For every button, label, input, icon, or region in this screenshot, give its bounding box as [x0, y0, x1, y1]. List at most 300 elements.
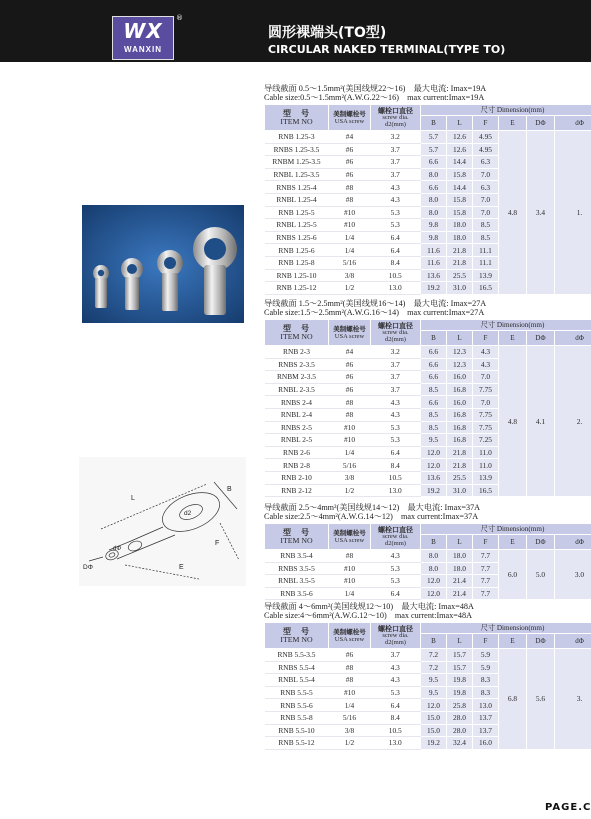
- cell-usa-screw: #10: [329, 434, 371, 447]
- terminal-dimension-drawing: [79, 457, 246, 586]
- header-screw-dia-cn: 螺栓口直径: [378, 625, 413, 633]
- cell-e: 6.0: [499, 550, 527, 600]
- label-d-small: dΦ: [113, 546, 122, 552]
- cell-l: 19.8: [447, 686, 473, 699]
- header-item-no: [265, 320, 329, 346]
- cell-l: 14.4: [447, 181, 473, 194]
- cell-screw-dia: 4.3: [371, 661, 421, 674]
- section-2-line-cn: 导线截面 1.5～2.5mm²(美国线规16～14) 最大电流: Imax=27A: [264, 299, 487, 308]
- cell-screw-dia: 5.3: [371, 434, 421, 447]
- section-4-heading: [264, 602, 474, 620]
- cell-l: 12.6: [447, 143, 473, 156]
- cell-item-no: RNB 3.5-6: [265, 587, 329, 600]
- cell-l: 16.0: [447, 396, 473, 409]
- cell-f: 8.3: [473, 686, 499, 699]
- header-col-l: L: [447, 535, 473, 550]
- cell-b: 19.2: [421, 282, 447, 295]
- cell-e: 4.8: [499, 346, 527, 497]
- cell-usa-screw: #10: [329, 562, 371, 575]
- cell-screw-dia: 8.4: [371, 711, 421, 724]
- cell-screw-dia: 3.7: [371, 143, 421, 156]
- cell-screw-dia: 10.5: [371, 724, 421, 737]
- cell-item-no: RNBS 3.5-5: [265, 562, 329, 575]
- cell-b: 8.0: [421, 168, 447, 181]
- header-d2-mm: d2(mm): [385, 336, 406, 343]
- cell-usa-screw: #4: [329, 346, 371, 359]
- cell-item-no: RNBS 2-5: [265, 421, 329, 434]
- cell-b: 8.5: [421, 408, 447, 421]
- cell-usa-screw: 1/2: [329, 737, 371, 750]
- cell-screw-dia: 4.3: [371, 674, 421, 687]
- cell-f: 5.9: [473, 649, 499, 662]
- cell-item-no: RNBL 1.25-5: [265, 219, 329, 232]
- cell-item-no: RNB 1.25-12: [265, 282, 329, 295]
- cell-screw-dia: 3.7: [371, 371, 421, 384]
- cell-item-no: RNB 1.25-8: [265, 256, 329, 269]
- cell-b: 9.8: [421, 231, 447, 244]
- cell-f: 16.5: [473, 282, 499, 295]
- cell-f: 7.7: [473, 550, 499, 563]
- header-col-e: E: [499, 116, 527, 131]
- header-col-b: B: [421, 535, 447, 550]
- section-2-heading: [264, 299, 486, 317]
- header-col-e: E: [499, 535, 527, 550]
- cell-screw-dia: 8.4: [371, 256, 421, 269]
- cell-l: 16.8: [447, 421, 473, 434]
- section-4-line-en: Cable size:4～6mm²(A.W.G.12～10) max current:Imax=48A: [264, 611, 473, 620]
- cell-usa-screw: 1/2: [329, 484, 371, 497]
- header-col-dphi: DΦ: [527, 116, 555, 131]
- cell-item-no: RNBL 2-3.5: [265, 383, 329, 396]
- cell-screw-dia: 5.3: [371, 575, 421, 588]
- cell-usa-screw: 5/16: [329, 711, 371, 724]
- header-col-b: B: [421, 331, 447, 346]
- cell-usa-screw: 1/4: [329, 244, 371, 257]
- header-col-dphi_small: dΦ: [555, 535, 591, 550]
- cell-usa-screw: #10: [329, 219, 371, 232]
- header-usa-screw: [329, 623, 371, 649]
- cell-l: 25.5: [447, 269, 473, 282]
- cell-l: 18.0: [447, 219, 473, 232]
- cell-l: 16.8: [447, 383, 473, 396]
- cell-item-no: RNBL 1.25-4: [265, 193, 329, 206]
- cell-f: 7.7: [473, 587, 499, 600]
- header-col-dphi_small: dΦ: [555, 116, 591, 131]
- cell-screw-dia: 3.7: [371, 358, 421, 371]
- header-screw-dia-en: screw dia.: [382, 329, 409, 336]
- header-col-b: B: [421, 634, 447, 649]
- header-col-dphi: DΦ: [527, 331, 555, 346]
- cell-b: 19.2: [421, 737, 447, 750]
- cell-usa-screw: #8: [329, 193, 371, 206]
- header-item-no-en: ITEM NO: [280, 634, 313, 644]
- header-d2-mm: d2(mm): [385, 121, 406, 128]
- cell-b: 12.0: [421, 699, 447, 712]
- cell-b: 8.0: [421, 562, 447, 575]
- cell-f: 16.0: [473, 737, 499, 750]
- cell-b: 6.6: [421, 358, 447, 371]
- cell-f: 8.5: [473, 219, 499, 232]
- cell-l: 16.0: [447, 371, 473, 384]
- cell-f: 4.95: [473, 143, 499, 156]
- header-screw-dia: [371, 320, 421, 346]
- cell-usa-screw: #6: [329, 383, 371, 396]
- cell-screw-dia: 13.0: [371, 282, 421, 295]
- cell-l: 21.4: [447, 575, 473, 588]
- cell-b: 19.2: [421, 484, 447, 497]
- cell-dphi: 3.4: [527, 131, 555, 295]
- header-usa-screw-cn: 美制螺栓号: [333, 324, 366, 333]
- logo-letters: WX: [123, 19, 163, 43]
- cell-b: 15.0: [421, 724, 447, 737]
- cell-f: 13.0: [473, 699, 499, 712]
- cell-f: 6.3: [473, 156, 499, 169]
- cell-l: 18.0: [447, 550, 473, 563]
- cell-item-no: RNB 5.5-5: [265, 686, 329, 699]
- cell-f: 7.7: [473, 562, 499, 575]
- cell-b: 11.6: [421, 256, 447, 269]
- cell-b: 6.6: [421, 156, 447, 169]
- page-title-english: CIRCULAR NAKED TERMINAL(TYPE TO): [268, 43, 506, 56]
- cell-usa-screw: #6: [329, 649, 371, 662]
- header-item-no-en: ITEM NO: [280, 535, 313, 545]
- cell-item-no: RNB 2-12: [265, 484, 329, 497]
- section-4-line-cn: 导线截面 4～6mm²(美国线规12～10) 最大电流: Imax=48A: [264, 602, 474, 611]
- cell-usa-screw: #8: [329, 181, 371, 194]
- cell-b: 9.5: [421, 434, 447, 447]
- cell-f: 7.75: [473, 421, 499, 434]
- header-d2-mm: d2(mm): [385, 540, 406, 547]
- label-d-large: DΦ: [83, 564, 93, 571]
- cell-item-no: RNBS 1.25-3.5: [265, 143, 329, 156]
- header-screw-dia-en: screw dia.: [382, 114, 409, 121]
- cell-screw-dia: 5.3: [371, 219, 421, 232]
- cell-b: 8.0: [421, 550, 447, 563]
- cell-f: 13.7: [473, 724, 499, 737]
- header-screw-dia-en: screw dia.: [382, 632, 409, 639]
- table-row: [265, 346, 591, 359]
- cell-b: 6.6: [421, 371, 447, 384]
- cell-item-no: RNB 1.25-10: [265, 269, 329, 282]
- label-b: B: [227, 486, 232, 493]
- header-col-f: F: [473, 331, 499, 346]
- section-3-heading: [264, 503, 480, 521]
- cell-usa-screw: 1/4: [329, 231, 371, 244]
- header-item-no: [265, 524, 329, 550]
- header-item-no-en: ITEM NO: [280, 331, 313, 341]
- wanxin-logo: [112, 16, 174, 60]
- cell-f: 11.0: [473, 459, 499, 472]
- cell-screw-dia: 5.3: [371, 562, 421, 575]
- cell-screw-dia: 13.0: [371, 484, 421, 497]
- header-screw-dia-cn: 螺栓口直径: [378, 322, 413, 330]
- cell-usa-screw: 5/16: [329, 459, 371, 472]
- cell-b: 13.6: [421, 471, 447, 484]
- cell-f: 11.1: [473, 244, 499, 257]
- cell-l: 31.0: [447, 282, 473, 295]
- page-number-label: PAGE.C: [545, 802, 591, 813]
- cell-usa-screw: #10: [329, 206, 371, 219]
- logo-subtitle: WANXIN: [124, 45, 162, 54]
- header-col-dphi_small: dΦ: [555, 331, 591, 346]
- cell-b: 6.6: [421, 396, 447, 409]
- cell-l: 12.3: [447, 346, 473, 359]
- header-item-no-en: ITEM NO: [280, 116, 313, 126]
- header-usa-screw: [329, 320, 371, 346]
- cell-usa-screw: 1/4: [329, 446, 371, 459]
- cell-f: 7.0: [473, 371, 499, 384]
- header-usa-screw-cn: 美制螺栓号: [333, 528, 366, 537]
- cell-usa-screw: 1/4: [329, 587, 371, 600]
- cell-item-no: RNBS 1.25-4: [265, 181, 329, 194]
- header-col-dphi_small: dΦ: [555, 634, 591, 649]
- header-dimension: 尺寸 Dimension(mm): [421, 105, 591, 116]
- cell-l: 21.8: [447, 256, 473, 269]
- header-usa-screw-en: USA screw: [334, 332, 365, 340]
- cell-b: 12.0: [421, 459, 447, 472]
- cell-screw-dia: 3.7: [371, 156, 421, 169]
- cell-usa-screw: #8: [329, 674, 371, 687]
- cell-b: 8.0: [421, 206, 447, 219]
- cell-f: 5.9: [473, 661, 499, 674]
- cell-usa-screw: #8: [329, 396, 371, 409]
- label-e: E: [179, 564, 184, 571]
- cell-screw-dia: 3.7: [371, 649, 421, 662]
- page-title-chinese: 圆形裸端头(TO型): [268, 25, 387, 41]
- cell-l: 19.8: [447, 674, 473, 687]
- cell-item-no: RNB 5.5-6: [265, 699, 329, 712]
- cell-usa-screw: #10: [329, 421, 371, 434]
- header-screw-dia-cn: 螺栓口直径: [378, 107, 413, 115]
- cell-usa-screw: 1/4: [329, 699, 371, 712]
- cell-b: 7.2: [421, 649, 447, 662]
- section-3-line-cn: 导线截面 2.5～4mm²(美国线规14～12) 最大电流: Imax=37A: [264, 503, 481, 512]
- dimension-drawing-image: [79, 457, 246, 586]
- cell-item-no: RNB 1.25-6: [265, 244, 329, 257]
- table-row: [265, 131, 591, 144]
- cell-usa-screw: #8: [329, 550, 371, 563]
- cell-usa-screw: #6: [329, 371, 371, 384]
- cell-b: 9.8: [421, 219, 447, 232]
- cell-b: 9.5: [421, 686, 447, 699]
- cell-screw-dia: 3.7: [371, 383, 421, 396]
- cell-screw-dia: 4.3: [371, 181, 421, 194]
- cell-item-no: RNBL 3.5-5: [265, 575, 329, 588]
- cell-screw-dia: 10.5: [371, 471, 421, 484]
- cell-usa-screw: 3/8: [329, 471, 371, 484]
- cell-screw-dia: 10.5: [371, 269, 421, 282]
- cell-b: 8.0: [421, 193, 447, 206]
- header-col-f: F: [473, 116, 499, 131]
- cell-usa-screw: #4: [329, 131, 371, 144]
- cell-f: 4.95: [473, 131, 499, 144]
- header-item-no: [265, 623, 329, 649]
- cell-f: 7.75: [473, 408, 499, 421]
- cell-usa-screw: #6: [329, 156, 371, 169]
- header-usa-screw-cn: 美制螺栓号: [333, 627, 366, 636]
- cell-usa-screw: #6: [329, 168, 371, 181]
- cell-screw-dia: 4.3: [371, 408, 421, 421]
- cell-dphi: 5.6: [527, 649, 555, 750]
- cell-b: 15.0: [421, 711, 447, 724]
- cell-screw-dia: 4.3: [371, 396, 421, 409]
- cell-f: 7.75: [473, 383, 499, 396]
- cell-l: 31.0: [447, 484, 473, 497]
- header-col-l: L: [447, 116, 473, 131]
- cell-screw-dia: 13.0: [371, 737, 421, 750]
- cell-l: 12.3: [447, 358, 473, 371]
- cell-screw-dia: 8.4: [371, 459, 421, 472]
- cell-usa-screw: #8: [329, 408, 371, 421]
- cell-item-no: RNB 5.5-3.5: [265, 649, 329, 662]
- cell-f: 7.25: [473, 434, 499, 447]
- cell-dphi: 5.0: [527, 550, 555, 600]
- cell-l: 14.4: [447, 156, 473, 169]
- header-screw-dia: [371, 105, 421, 131]
- cell-f: 8.5: [473, 231, 499, 244]
- header-screw-dia-en: screw dia.: [382, 533, 409, 540]
- header-usa-screw-en: USA screw: [334, 117, 365, 125]
- cell-usa-screw: 3/8: [329, 269, 371, 282]
- registered-mark: ®: [176, 14, 183, 22]
- header-model-cn: 型 号: [283, 323, 310, 333]
- header-d2-mm: d2(mm): [385, 639, 406, 646]
- cell-f: 11.1: [473, 256, 499, 269]
- header-usa-screw: [329, 524, 371, 550]
- cell-f: 11.0: [473, 446, 499, 459]
- cell-item-no: RNB 1.25-3: [265, 131, 329, 144]
- cell-b: 8.5: [421, 421, 447, 434]
- cell-usa-screw: 5/16: [329, 256, 371, 269]
- cell-f: 13.7: [473, 711, 499, 724]
- cell-screw-dia: 6.4: [371, 231, 421, 244]
- cell-item-no: RNBL 2-4: [265, 408, 329, 421]
- cell-item-no: RNBL 2-5: [265, 434, 329, 447]
- cell-dphi-small: 1.: [555, 131, 591, 295]
- cell-b: 8.5: [421, 383, 447, 396]
- cell-b: 7.2: [421, 661, 447, 674]
- cell-item-no: RNB 5.5-10: [265, 724, 329, 737]
- cell-screw-dia: 4.3: [371, 193, 421, 206]
- cell-l: 28.0: [447, 711, 473, 724]
- cell-l: 18.0: [447, 562, 473, 575]
- label-f: F: [215, 540, 220, 547]
- header-col-dphi: DΦ: [527, 535, 555, 550]
- cell-screw-dia: 5.3: [371, 686, 421, 699]
- cell-l: 15.8: [447, 168, 473, 181]
- cell-l: 15.8: [447, 206, 473, 219]
- cell-e: 4.8: [499, 131, 527, 295]
- cell-item-no: RNBS 2-4: [265, 396, 329, 409]
- label-d2: d2: [184, 510, 192, 517]
- cell-b: 5.7: [421, 131, 447, 144]
- cell-item-no: RNB 5.5-12: [265, 737, 329, 750]
- cell-item-no: RNB 2-6: [265, 446, 329, 459]
- cell-f: 13.9: [473, 471, 499, 484]
- cell-screw-dia: 6.4: [371, 244, 421, 257]
- cell-b: 6.6: [421, 181, 447, 194]
- cell-screw-dia: 6.4: [371, 446, 421, 459]
- header-dimension: 尺寸 Dimension(mm): [421, 623, 591, 634]
- cell-f: 13.9: [473, 269, 499, 282]
- cell-l: 25.8: [447, 699, 473, 712]
- cell-screw-dia: 3.7: [371, 168, 421, 181]
- terminals-photo: [82, 205, 244, 323]
- cell-screw-dia: 5.3: [371, 206, 421, 219]
- cell-b: 12.0: [421, 575, 447, 588]
- header-col-dphi: DΦ: [527, 634, 555, 649]
- terminal-small-icon: [93, 265, 109, 308]
- section-1-heading: [264, 84, 486, 102]
- header-col-l: L: [447, 634, 473, 649]
- cell-usa-screw: 3/8: [329, 724, 371, 737]
- cell-l: 12.6: [447, 131, 473, 144]
- cell-screw-dia: 3.2: [371, 131, 421, 144]
- header-col-e: E: [499, 331, 527, 346]
- cell-f: 4.3: [473, 358, 499, 371]
- cell-item-no: RNB 5.5-8: [265, 711, 329, 724]
- cell-b: 12.0: [421, 587, 447, 600]
- cell-f: 7.0: [473, 396, 499, 409]
- spec-table-0.5-1.5mm: [264, 104, 591, 295]
- header-usa-screw-en: USA screw: [334, 536, 365, 544]
- cell-l: 15.7: [447, 649, 473, 662]
- cell-l: 15.8: [447, 193, 473, 206]
- cell-item-no: RNBL 5.5-4: [265, 674, 329, 687]
- header-screw-dia: [371, 623, 421, 649]
- cell-f: 7.0: [473, 168, 499, 181]
- cell-screw-dia: 3.2: [371, 346, 421, 359]
- cell-f: 6.3: [473, 181, 499, 194]
- cell-dphi-small: 3.0: [555, 550, 591, 600]
- cell-l: 16.8: [447, 408, 473, 421]
- header-dimension: 尺寸 Dimension(mm): [421, 524, 591, 535]
- table-row: [265, 649, 591, 662]
- section-3-line-en: Cable size:2.5～4mm²(A.W.G.14～12) max current:Imax=37A: [264, 512, 479, 521]
- header-col-l: L: [447, 331, 473, 346]
- cell-screw-dia: 4.3: [371, 550, 421, 563]
- cell-dphi: 4.1: [527, 346, 555, 497]
- section-2-line-en: Cable size:1.5～2.5mm²(A.W.G.16～14) max current:Imax=27A: [264, 308, 485, 317]
- cell-dphi-small: 3.: [555, 649, 591, 750]
- cell-item-no: RNBS 5.5-4: [265, 661, 329, 674]
- cell-l: 16.8: [447, 434, 473, 447]
- spec-table-2.5-4mm: [264, 523, 591, 600]
- cell-b: 13.6: [421, 269, 447, 282]
- cell-l: 32.4: [447, 737, 473, 750]
- cell-f: 16.5: [473, 484, 499, 497]
- header-col-f: F: [473, 634, 499, 649]
- spec-table-1.5-2.5mm: [264, 319, 591, 497]
- cell-b: 11.6: [421, 244, 447, 257]
- cell-l: 18.0: [447, 231, 473, 244]
- cell-f: 8.3: [473, 674, 499, 687]
- header-dimension: 尺寸 Dimension(mm): [421, 320, 591, 331]
- cell-screw-dia: 5.3: [371, 421, 421, 434]
- header-col-e: E: [499, 634, 527, 649]
- cell-l: 25.5: [447, 471, 473, 484]
- cell-item-no: RNB 2-8: [265, 459, 329, 472]
- cell-item-no: RNBM 1.25-3.5: [265, 156, 329, 169]
- cell-screw-dia: 6.4: [371, 699, 421, 712]
- header-usa-screw: [329, 105, 371, 131]
- header-model-cn: 型 号: [283, 527, 310, 537]
- cell-l: 15.7: [447, 661, 473, 674]
- cell-item-no: RNB 1.25-5: [265, 206, 329, 219]
- cell-usa-screw: #6: [329, 358, 371, 371]
- cell-b: 5.7: [421, 143, 447, 156]
- cell-item-no: RNBS 1.25-6: [265, 231, 329, 244]
